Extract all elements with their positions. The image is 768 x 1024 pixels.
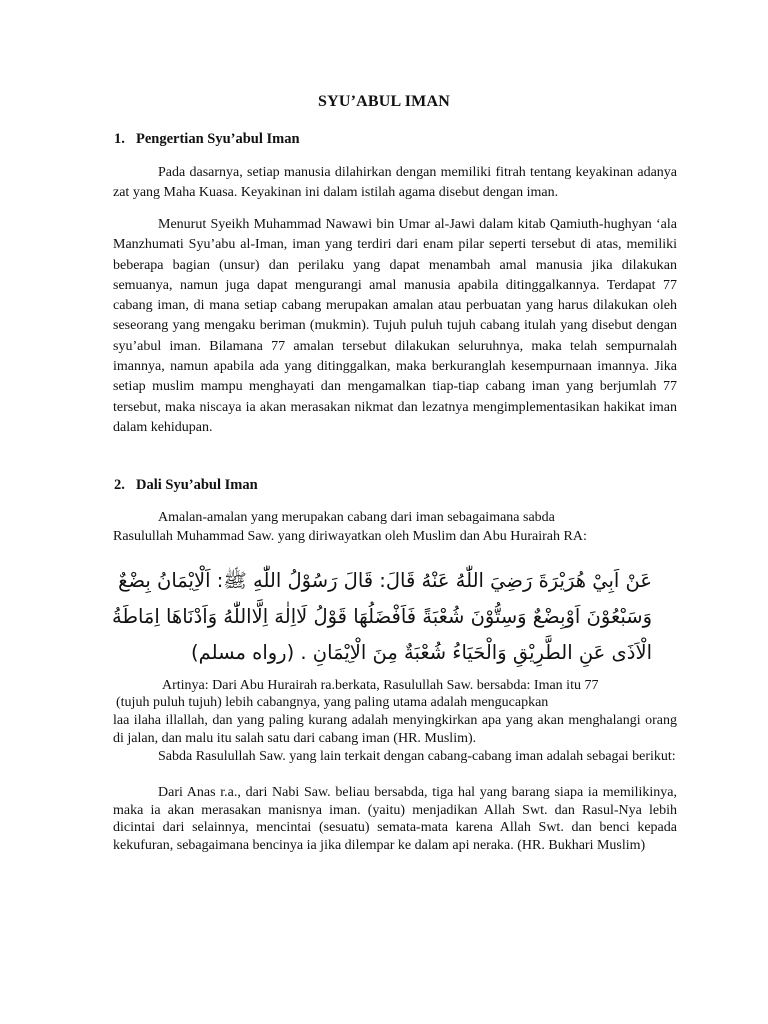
document-title: SYU’ABUL IMAN [318, 93, 450, 110]
arabic-hadith-text: عَنْ اَبِيْ هُرَيْرَةَ رَضِيَ اللّٰهُ عَنْهُ قَالَ: قَالَ رَسُوْلُ اللّٰهِ ﷺ: اَلْاِيْمَانُ بِضْعٌ وَسَبْعُوْنَ اَوْبِضْعٌ وَسِتُّوْنَ شُعْبَةً فَاَفْضَلُهَا قَوْلُ لَااِلٰهَ اِلَّااللّٰهُ وَاَدْنَاهَا اِمَاطَةُ الْاَذَى عَنِ الطَّرِيْقِ وَالْحَيَاءُ شُعْبَةٌ مِنَ الْاِيْمَانِ . (رواه مسلم) [112, 569, 652, 664]
section-2-number: 2. [114, 477, 125, 493]
hadith-intro-line-1: Amalan-amalan yang merupakan cabang dari iman sebagaimana sabda [158, 510, 555, 525]
section-1-paragraph-1: Pada dasarnya, setiap manusia dilahirkan dengan memiliki fitrah tentang keyakinan adanya zat yang Maha Kuasa. Keyakinan ini dalam istilah agama disebut dengan iman. [113, 165, 677, 201]
section-1-title: Pengertian Syu’abul Iman [136, 131, 300, 147]
section-1-number: 1. [114, 131, 125, 147]
hadith-intro-line-2: Rasulullah Muhammad Saw. yang diriwayatkan oleh Muslim dan Abu Hurairah RA: [113, 529, 587, 544]
section-2-title: Dali Syu’abul Iman [136, 477, 258, 493]
sabda-paragraph: Sabda Rasulullah Saw. yang lain terkait dengan cabang-cabang iman adalah sebagai berikut: [158, 749, 676, 764]
section-1-paragraph-2: Menurut Syeikh Muhammad Nawawi bin Umar al-Jawi dalam kitab Qamiuth-hughyan ‘ala Manzhumati Syu’abu al-Iman, iman yang terdiri dari enam pilar seperti tersebut di atas, memiliki beberapa bagian (unsur) dan perilaku yang dapat menambah amal manusia jika dilakukan semuanya, namun juga dapat mengurangi amal manusia apabila ditinggalkannya. Terdapat 77 cabang iman, di mana setiap cabang merupakan amalan atau perbuatan yang harus dilakukan oleh seseorang yang mengaku beriman (mukmin). Tujuh puluh tujuh cabang itulah yang disebut dengan syu’abul iman. Bilamana 77 amalan tersebut dilakukan seluruhnya, maka telah sempurnalah imannya, namun apabila ada yang ditinggalkan, maka berkuranglah kesempurnaan imannya. Jika setiap muslim mampu menghayati dan mengamalkan tiap-tiap cabang iman yang berjumlah 77 tersebut, maka niscaya ia akan merasakan nikmat dan lezatnya mengimplementasikan hakikat iman dalam kehidupan. [113, 217, 677, 435]
section-1-heading [114, 131, 300, 148]
translation-line-2: (tujuh puluh tujuh) lebih cabangnya, yang paling utama adalah mengucapkan [116, 695, 549, 710]
translation-line-1: Artinya: Dari Abu Hurairah ra.berkata, Rasulullah Saw. bersabda: Iman itu 77 [162, 678, 599, 693]
translation-rest: laa ilaha illallah, dan yang paling kurang adalah menyingkirkan apa yang akan menghalangi orang di jalan, dan malu itu salah satu dari cabang iman (HR. Muslim). [113, 713, 677, 746]
section-2-heading [114, 477, 258, 494]
anas-hadith-paragraph: Dari Anas r.a., dari Nabi Saw. beliau bersabda, tiga hal yang barang siapa ia memilikinya, maka ia akan merasakan manisnya iman. (yaitu) menjadikan Allah Swt. dan Rasul-Nya lebih dicintai dari selainnya, mencintai (sesuatu) semata-mata karena Allah Swt. dan benci kepada kekufuran, sebagaimana bencinya ia jika dilempar ke dalam api neraka. (HR. Bukhari Muslim) [113, 785, 677, 853]
